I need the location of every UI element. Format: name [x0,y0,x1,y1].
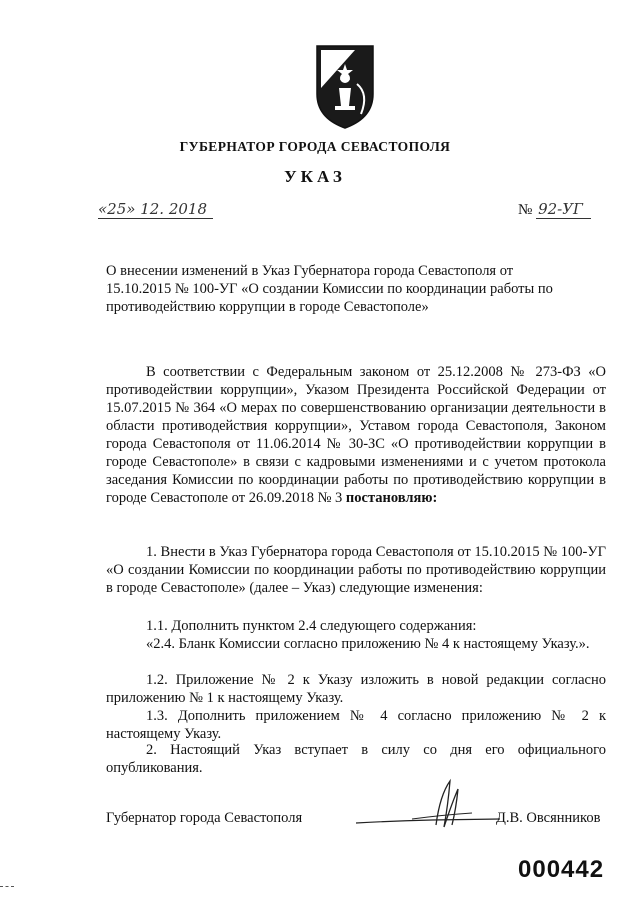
number-value: 92-УГ [536,200,591,219]
coat-of-arms-emblem [315,44,375,130]
document-type: УКАЗ [284,167,346,186]
item-1: 1. Внести в Указ Губернатора города Севастополя от 15.10.2015 № 100-УГ «О создании Комиссии по координации работы по противодействию коррупции в городе Севастополе» (далее – Указ) следующие изменения: [106,544,606,596]
number-prefix: № [518,202,533,218]
document-number [518,200,591,219]
signatory-name: Д.В. Овсянников [496,810,601,826]
document-subject: О внесении изменений в Указ Губернатора города Севастополя от 15.10.2015 № 100-УГ «О создании Комиссии по координации работы по противодействию коррупции в городе Севастополе» [106,263,553,315]
item-1-3: 1.3. Дополнить приложением № 4 согласно приложению № 2 к настоящему Указу. [106,708,606,742]
item-1-2: 1.2. Приложение № 2 к Указу изложить в новой редакции согласно приложению № 1 к настоящему Указу. [106,672,606,706]
handwritten-signature [352,775,502,835]
scan-edge-mark [0,886,14,888]
authority-title: ГУБЕРНАТОР ГОРОДА СЕВАСТОПОЛЯ [179,139,451,154]
serial-number: 000442 [518,856,605,883]
item-2-4-quote: «2.4. Бланк Комиссии согласно приложению № 4 к настоящему Указу.». [146,636,590,652]
document-date: «25» 12. 2018 [98,200,213,219]
item-2: 2. Настоящий Указ вступает в силу со дня его официального опубликования. [106,742,606,776]
item-1-1: 1.1. Дополнить пунктом 2.4 следующего содержания: [146,618,477,634]
signatory-role: Губернатор города Севастополя [106,810,303,826]
preamble-verb: постановляю: [345,490,438,506]
preamble [106,363,606,507]
preamble-text: В соответствии с Федеральным законом от 25.12.2008 № 273-ФЗ «О противодействии коррупции», Указом Президента Российской Федерации от 15.07.2015 № 364 «О мерах по совершенствованию организации деятельности в области противодействия коррупции», Уставом города Севастополя, Законом города Севастополя от 11.06.2014 № 30-ЗС «О противодействии коррупции в городе Севастополе» в связи с кадровыми изменениями и с учетом протокола заседания Комиссии по координации работы по противодействию коррупции в городе Севастополе от 26.09.2018 № 3 [106,364,606,506]
